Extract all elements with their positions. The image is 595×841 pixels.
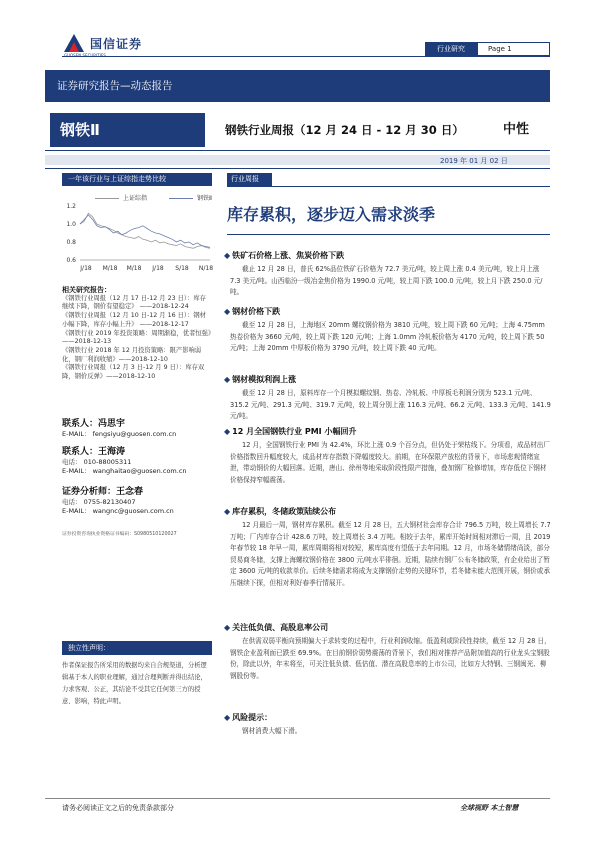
footer-slogan: 全球视野 本土智慧 bbox=[460, 804, 519, 812]
section-title: 库存累积，冬储政策陆续公布 bbox=[232, 507, 337, 516]
contact-email[interactable]: E-MAIL： wangnc@guosen.com.cn bbox=[62, 506, 174, 515]
related-item: 《钢铁行业周报（12 月 10 日-12 月 16 日）：钢材小幅下降，库存小幅上升》 ——2018-12-17 bbox=[62, 312, 206, 328]
section-risk bbox=[224, 712, 552, 738]
section-title: 钢材模拟利润上涨 bbox=[232, 375, 297, 384]
page-number: Page 1 bbox=[477, 42, 550, 56]
contact-name: 王念春 bbox=[116, 487, 144, 497]
rating: 中性 bbox=[503, 122, 530, 137]
section-inventory bbox=[224, 506, 552, 589]
analyst-block bbox=[62, 486, 174, 515]
x-tick-label: J/18 bbox=[152, 265, 164, 272]
contact-role: 联系人： bbox=[62, 447, 99, 457]
related-label: 相关研究报告： bbox=[62, 286, 111, 294]
logo-text: 国信证券 bbox=[90, 37, 143, 51]
bullet-icon: ◆ bbox=[224, 251, 231, 260]
contact-block bbox=[62, 418, 176, 439]
contact-phone: 电话： 0755-82130407 bbox=[62, 498, 136, 506]
section-body: 在供需双弱平衡向预期偏大于求转变的过程中，行业利润收缩。低盈利或阶段性持续，截至 12 月 28 日，钢铁企业盈利面已跌至 69.9%。在目前钢价弱势震荡的背景下，我们相对推荐产品附加值高的行业龙头宝钢股份，除此以外，年末将至，可关注低负债、低估值、潜在高股息率的上市公司，比如方大特钢、三钢闽光、柳钢股份等。 bbox=[230, 637, 551, 680]
sector-name: 钢铁Ⅱ bbox=[50, 113, 205, 147]
footer-disclaimer: 请务必阅读正文之后的免责条款部分 bbox=[62, 804, 174, 812]
section-body: 钢材消费大幅下滑。 bbox=[242, 727, 302, 735]
contact-name: 冯思宇 bbox=[98, 419, 126, 429]
section-body: 截至 12 月 28 日，上海地区 20mm 螺纹钢价格为 3810 元/吨，较上周下跌 60 元/吨；上海 4.75mm 热卷价格为 3660 元/吨，较上周下跌 120 元/吨；上海 1.0mm 冷轧板价格为 4170 元/吨，较上周下跌 50 元/吨；上海 20mm 中厚板价格为 3790 元/吨，较上周下跌 40 元/吨。 bbox=[230, 321, 545, 352]
legend-label-steel: 钢铁Ⅱ bbox=[196, 195, 212, 202]
chart-heading: 一年该行业与上证综指走势比较 bbox=[62, 173, 212, 186]
section-steel-price bbox=[224, 306, 552, 355]
category-tag: 行业研究 bbox=[425, 42, 477, 56]
contact-block bbox=[62, 446, 187, 475]
legend-label-index: 上证综指 bbox=[123, 195, 148, 202]
declaration-heading: 独立性声明： bbox=[62, 641, 212, 655]
section-body: 截止 12 月 28 日，普氏 62%品位铁矿石价格为 72.7 美元/吨，较上周上涨 0.4 美元/吨，较上月上涨 7.3 美元/吨。山西临汾一级冶金焦价格为 1990.0 元/吨，较上周下跌 100.0 元/吨，较上月下跌 250.0 元/吨。 bbox=[230, 265, 543, 296]
logo-mark-icon bbox=[62, 32, 86, 54]
report-date: 2019 年 01 月 02 日 bbox=[440, 157, 508, 165]
bullet-icon: ◆ bbox=[224, 507, 231, 516]
related-item: 《钢铁行业周报（12 月 17 日-12 月 23 日）：库存继续下降，钢价有望稳定》 ——2018-12-24 bbox=[62, 294, 206, 311]
company-logo bbox=[62, 30, 162, 56]
section-title: 钢材价格下跌 bbox=[232, 307, 281, 316]
related-item: 《钢铁行业 2019 年投资策略：周期渐稳，优者恒强》——2018-12-13 bbox=[62, 329, 212, 346]
section-body: 12 月，全国钢铁行业 PMI 为 42.4%，环比上涨 0.9 个百分点，但仍处于荣枯线下。分项看，成品材出厂价格指数回升幅度较大，成品材库存指数下降幅度较大。前期，在环保限产放松的背景下，市场悲观情绪宣泄，带动钢价的大幅回落。近期，唐山、徐州等地采取阶段性限产措施，叠加钢厂检修增加，库存低位下钢材价格保持窄幅震荡。 bbox=[230, 441, 550, 484]
report-title: 钢铁行业周报（12 月 24 日 - 12 月 30 日） bbox=[225, 123, 464, 137]
related-reports bbox=[62, 286, 212, 382]
declaration-text: 作者保证报告所采用的数据均来自合规渠道，分析逻辑基于本人的职业理解，通过合理判断并得出结论，力求客观、公正，其结论不受其它任何第三方的授意、影响，特此声明。 bbox=[62, 662, 207, 705]
x-tick-label: S/18 bbox=[175, 265, 189, 272]
contact-name: 王海涛 bbox=[98, 447, 126, 457]
contact-role: 联系人： bbox=[62, 419, 99, 429]
contact-role: 证券分析师： bbox=[62, 487, 117, 497]
section-title: 12 月全国钢铁行业 PMI 小幅回升 bbox=[232, 427, 357, 436]
contact-phone: 电话： 010-88005311 bbox=[62, 458, 132, 466]
section-title: 风险提示： bbox=[232, 713, 273, 722]
x-tick-label: N/18 bbox=[198, 265, 214, 272]
footer-rule bbox=[45, 798, 550, 799]
title-rule bbox=[227, 234, 550, 235]
section-title: 关注低负债、高股息率公司 bbox=[232, 623, 329, 632]
section-title: 铁矿石价格上涨、焦炭价格下跌 bbox=[232, 251, 345, 260]
series-line-2 bbox=[80, 215, 210, 247]
heading-rule bbox=[227, 186, 550, 187]
y-tick-label: 1.0 bbox=[66, 221, 76, 228]
related-item: 《钢铁行业周报（12 月 3 日-12 月 9 日）：库存双降，钢价反弹》——2018-12-10 bbox=[62, 364, 205, 381]
x-tick-label: M/18 bbox=[102, 265, 118, 272]
contact-email[interactable]: E-MAIL： wanghaitao@guosen.com.cn bbox=[62, 466, 187, 475]
section-recommendation bbox=[224, 622, 552, 682]
certificate-code: 证券投资咨询执业资格证书编码：S0980510120027 bbox=[62, 532, 177, 537]
section-body: 截至 12 月 28 日，原料库存一个月模拟螺纹钢、热卷、冷轧板、中厚板毛利润分别为 523.1 元/吨、315.2 元/吨、291.3 元/吨、319.7 元/吨，较上周分别上涨 116.3 元/吨、66.2 元/吨、133.3 元/吨、141.9 元/吨。 bbox=[230, 389, 551, 420]
y-tick-label: 0.8 bbox=[66, 239, 76, 246]
bullet-icon: ◆ bbox=[224, 623, 231, 632]
section-body: 12 月最后一周，钢材库存累积。截至 12 月 28 日，五大钢材社会库存合计 796.5 万吨，较上周增长 7.7 万吨；厂内库存合计 428.6 万吨，较上周增长 3.4 万吨。相较于去年，累库开始时间相对滞后一周，且 2019 年春节较 18 年早一周，累库周期将相对较短，累库高度有望低于去年同期。12 月，市场冬储情绪尚淡，部分贸易商冬储，支撑上海螺纹钢价格在 3800 元/吨水平徘徊。近期，陆续有钢厂公布冬储政策，有企业给出了暂定 3600 元/吨的收款单价。后续冬储需求将成为支撑钢价走势的关键环节，若冬储未能大范围开展，钢价或承压继续下探，但相对利好春季行情展开。 bbox=[230, 521, 551, 587]
section-profit bbox=[224, 374, 552, 423]
section-iron-ore bbox=[224, 250, 552, 299]
contact-email[interactable]: E-MAIL： fengsiyu@guosen.com.cn bbox=[62, 430, 177, 438]
divider bbox=[45, 168, 550, 169]
header-rule bbox=[62, 56, 550, 57]
x-tick-label: M/18 bbox=[126, 265, 142, 272]
bullet-icon: ◆ bbox=[224, 713, 231, 722]
y-tick-label: 1.2 bbox=[66, 203, 76, 210]
bullet-icon: ◆ bbox=[224, 375, 231, 384]
divider bbox=[45, 150, 550, 151]
bullet-icon: ◆ bbox=[224, 307, 231, 316]
index-comparison-chart bbox=[60, 198, 215, 280]
title-row bbox=[210, 113, 550, 147]
section-pmi bbox=[224, 426, 552, 486]
y-tick-label: 0.6 bbox=[66, 257, 76, 264]
report-type-heading: 行业周报 bbox=[227, 173, 272, 186]
main-title: 库存累积，逐步迈入需求淡季 bbox=[227, 205, 436, 224]
x-tick-label: J/18 bbox=[80, 265, 92, 272]
bullet-icon: ◆ bbox=[224, 427, 231, 436]
report-banner: 证券研究报告—动态报告 bbox=[45, 70, 550, 102]
related-item: 《钢铁行业 2018 年 12 月投资策略：限产影响弱化，钢厂利润收缩》——2018-12-10 bbox=[62, 346, 202, 363]
